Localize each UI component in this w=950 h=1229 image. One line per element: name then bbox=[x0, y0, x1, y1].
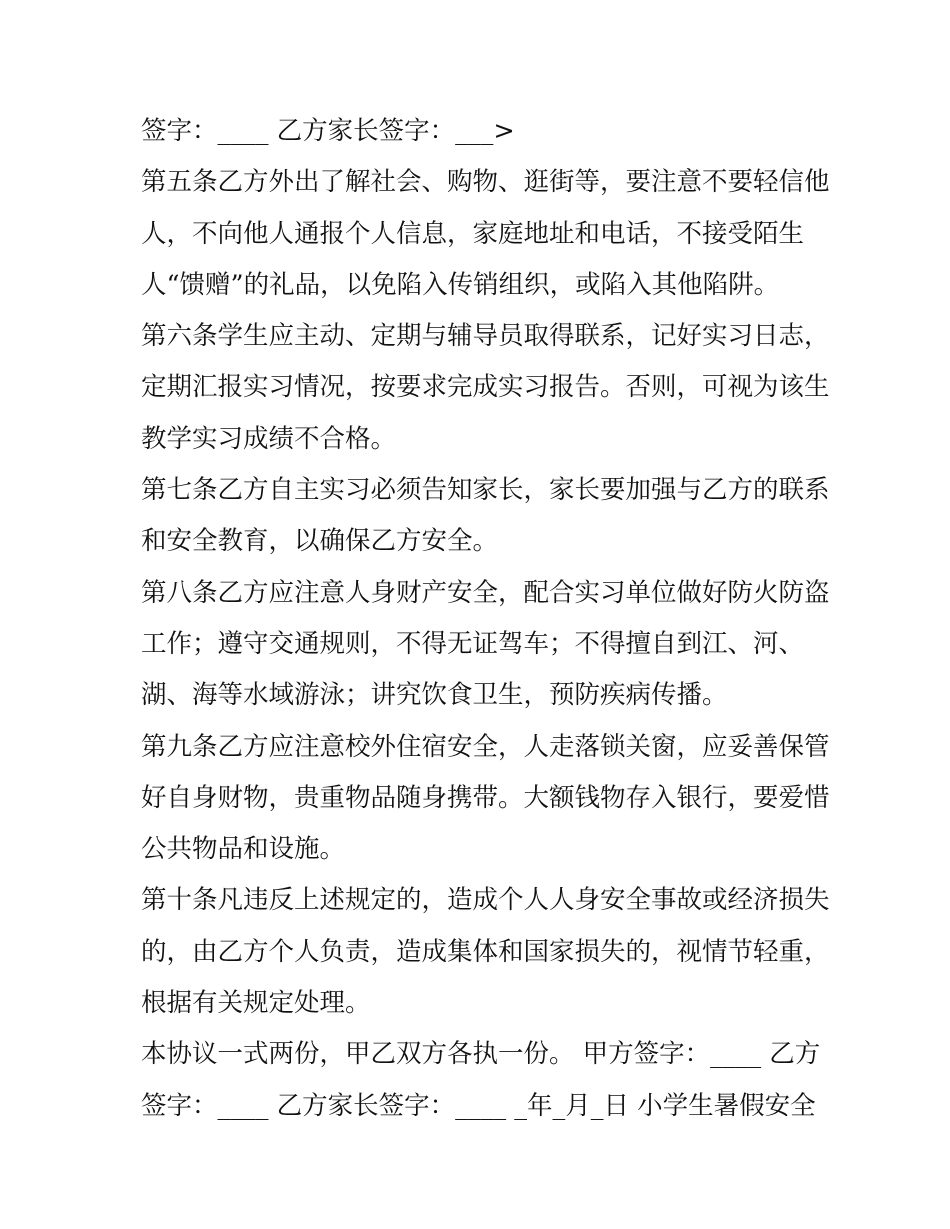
text-line: 第十条凡违反上述规定的，造成个人人身安全事故或经济损失 bbox=[141, 885, 830, 916]
text-line: 人，不向他人通报个人信息，家庭地址和电话，不接受陌生 bbox=[141, 218, 805, 249]
text-line: 好自身财物，贵重物品随身携带。大额钱物存入银行，要爱惜 bbox=[141, 782, 830, 813]
text-line: 的，由乙方个人负责，造成集体和国家损失的，视情节轻重， bbox=[141, 936, 830, 967]
text-line: 公共物品和设施。 bbox=[141, 834, 346, 865]
text-line: 根据有关规定处理。 bbox=[141, 988, 371, 1019]
text-line: 人“馈赠”的礼品，以免陷入传销组织，或陷入其他陷阱。 bbox=[141, 269, 780, 300]
text-line: 第九条乙方应注意校外住宿安全，人走落锁关窗，应妥善保管 bbox=[141, 731, 830, 762]
text-line: 第六条学生应主动、定期与辅导员取得联系，记好实习日志， bbox=[141, 321, 830, 352]
text-line: 第七条乙方自主实习必须告知家长，家长要加强与乙方的联系 bbox=[141, 475, 830, 506]
text-line: 签字：____ 乙方家长签字：____ _年_月_日 小学生暑假安全 bbox=[141, 1090, 816, 1121]
text-line: 第五条乙方外出了解社会、购物、逛街等，要注意不要轻信他 bbox=[141, 167, 830, 198]
text-line: 教学实习成绩不合格。 bbox=[141, 423, 397, 454]
text-line: 本协议一式两份，甲乙双方各执一份。 甲方签字：____ 乙方 bbox=[141, 1039, 821, 1070]
text-line: 第八条乙方应注意人身财产安全，配合实习单位做好防火防盗 bbox=[141, 577, 830, 608]
text-line: 定期汇报实习情况，按要求完成实习报告。否则，可视为该生 bbox=[141, 372, 830, 403]
text-line: 签字：____ 乙方家长签字：___> bbox=[141, 116, 515, 146]
document-body bbox=[141, 106, 831, 1132]
text-line: 工作；遵守交通规则，不得无证驾车；不得擅自到江、河、 bbox=[141, 628, 805, 659]
text-line: 和安全教育，以确保乙方安全。 bbox=[141, 526, 499, 557]
text-line: 湖、海等水域游泳；讲究饮食卫生，预防疾病传播。 bbox=[141, 680, 728, 711]
